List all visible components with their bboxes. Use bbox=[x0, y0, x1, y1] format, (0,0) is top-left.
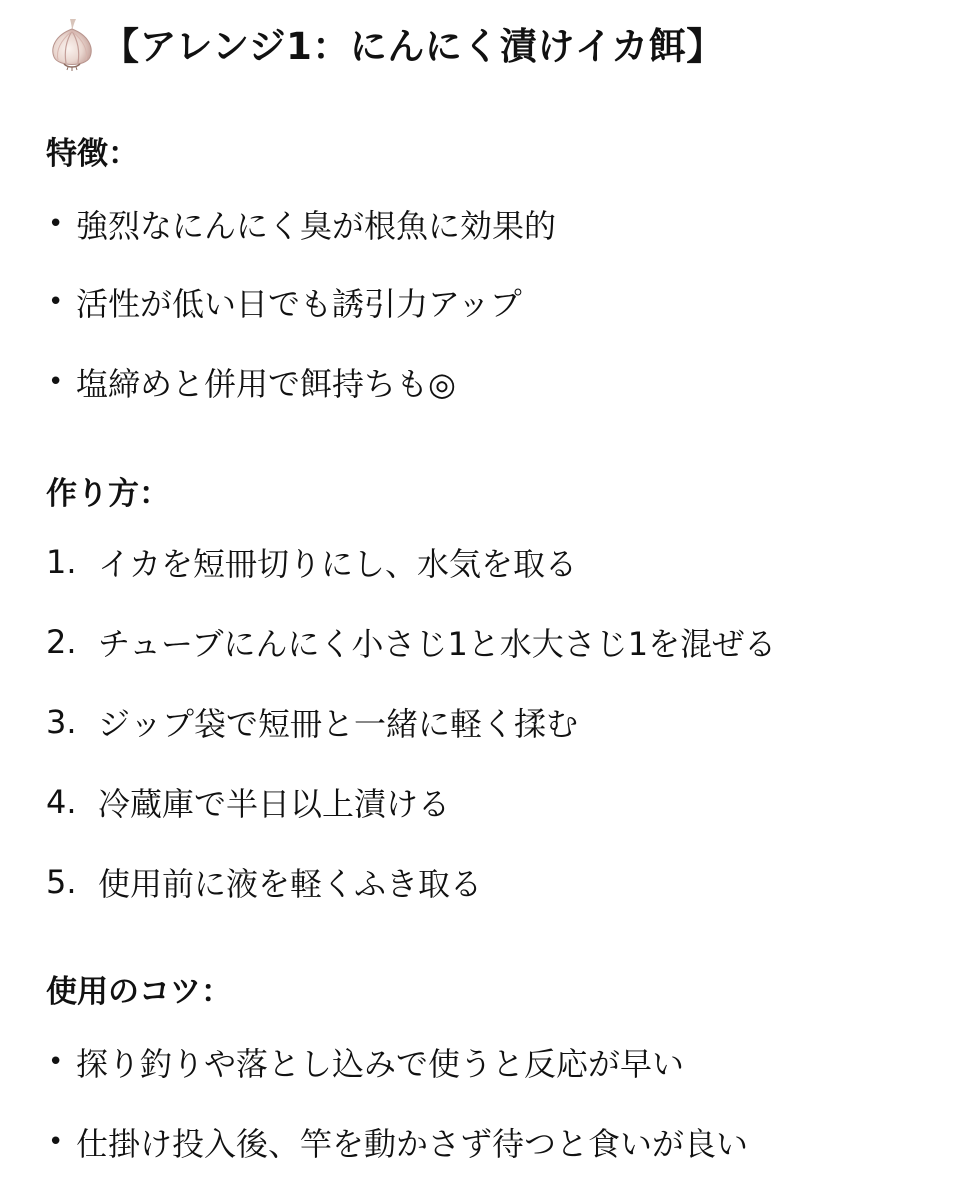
feature-text: 強烈なにんにく臭が根魚に効果的 bbox=[76, 207, 557, 245]
step-number: 4. bbox=[46, 783, 77, 821]
step-text: 使用前に液を軽くふき取る bbox=[98, 865, 483, 903]
page-title: 【アレンジ1：にんにく漬けイカ餌】 bbox=[102, 25, 724, 68]
title-row bbox=[46, 14, 724, 72]
feature-text: 塩締めと併用で餌持ちも◎ bbox=[76, 365, 456, 403]
list-item bbox=[46, 202, 556, 246]
step-text: イカを短冊切りにし、水気を取る bbox=[98, 545, 578, 583]
step-number: 1. bbox=[46, 543, 77, 581]
list-item bbox=[46, 280, 522, 324]
features-heading: 特徴： bbox=[46, 136, 139, 172]
list-item bbox=[46, 360, 456, 404]
list-item bbox=[46, 1040, 684, 1084]
method-heading: 作り方： bbox=[46, 476, 170, 512]
step-item bbox=[46, 620, 776, 664]
bullet-icon: • bbox=[48, 287, 64, 317]
tips-heading: 使用のコツ： bbox=[46, 974, 232, 1010]
step-number: 2. bbox=[46, 623, 77, 661]
step-number: 5. bbox=[46, 863, 77, 901]
bullet-icon: • bbox=[48, 1047, 64, 1077]
step-text: チューブにんにく小さじ1と水大さじ1を混ぜる bbox=[98, 625, 777, 663]
step-text: 冷蔵庫で半日以上漬ける bbox=[98, 785, 451, 823]
tip-text: 探り釣りや落とし込みで使うと反応が早い bbox=[76, 1045, 685, 1083]
step-item bbox=[46, 540, 577, 584]
step-text: ジップ袋で短冊と一緒に軽く揉む bbox=[98, 705, 579, 743]
bullet-icon: • bbox=[48, 1127, 64, 1157]
tip-text: 仕掛け投入後、竿を動かさず待つと食いが良い bbox=[76, 1125, 749, 1163]
step-item bbox=[46, 780, 450, 824]
garlic-icon bbox=[46, 15, 98, 71]
step-item bbox=[46, 860, 482, 904]
bullet-icon: • bbox=[48, 209, 64, 239]
step-item bbox=[46, 700, 578, 744]
feature-text: 活性が低い日でも誘引力アップ bbox=[76, 285, 522, 323]
step-number: 3. bbox=[46, 703, 77, 741]
list-item bbox=[46, 1120, 748, 1164]
bullet-icon: • bbox=[48, 367, 64, 397]
